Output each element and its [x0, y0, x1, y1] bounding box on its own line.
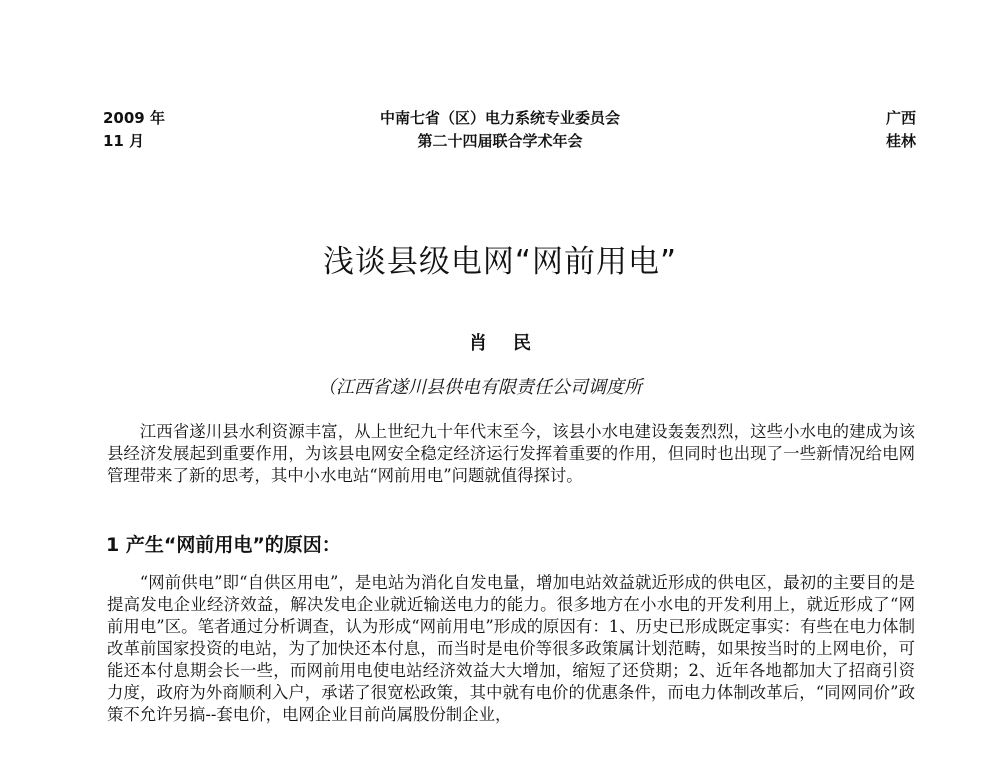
header-committee: 中南七省（区）电力系统专业委员会	[379, 109, 620, 127]
header-city: 桂林	[885, 132, 916, 150]
header-meeting: 第二十四届联合学术年会	[417, 132, 583, 150]
header-province: 广西	[885, 109, 916, 127]
paper-author: 肖民	[469, 333, 557, 354]
intro-paragraph: 江西省遂川县水利资源丰富，从上世纪九十年代末至今，该县小水电建设轰轰烈烈，这些小水电的建成为该县经济发展起到重要作用，为该县电网安全稳定经济运行发挥着重要的作用，但同时也出现了一些新情况给电网管理带来了新的思考，其中小水电站“网前用电”问题就值得探讨。	[107, 422, 915, 485]
section-1-heading: 1 产生“网前用电”的原因：	[106, 534, 341, 556]
header-year: 2009 年	[103, 109, 165, 127]
paper-affiliation: （江西省遂川县供电有限责任公司调度所	[318, 377, 642, 398]
header-conference	[300, 107, 700, 153]
header-location	[886, 107, 916, 153]
paper-title: 浅谈县级电网“网前用电”	[322, 244, 678, 280]
section-1-paragraph: “网前供电”即“自供区用电”，是电站为消化自发电量，增加电站效益就近形成的供电区，最初的主要目的是提高发电企业经济效益，解决发电企业就近输送电力的能力。很多地方在小水电的开发利用上，就近形成了“网前用电”区。笔者通过分析调查，认为形成“网前用电”形成的原因有：1、历史已形成既定事实：有些在电力体制改革前国家投资的电站，为了加快还本付息，而当时是电价等很多政策属计划范畴，如果按当时的上网电价，可能还本付息期会长一些，而网前用电使电站经济效益大大增加，缩短了还贷期；2、近年各地都加大了招商引资力度，政府为外商顺利入户，承诺了很宽松政策，其中就有电价的优惠条件，而电力体制改革后，“同网同价”政策不允许另搞--套电价，电网企业目前尚属股份制企业，	[107, 573, 915, 724]
header-month: 11 月	[103, 132, 145, 150]
header-date	[103, 107, 165, 153]
